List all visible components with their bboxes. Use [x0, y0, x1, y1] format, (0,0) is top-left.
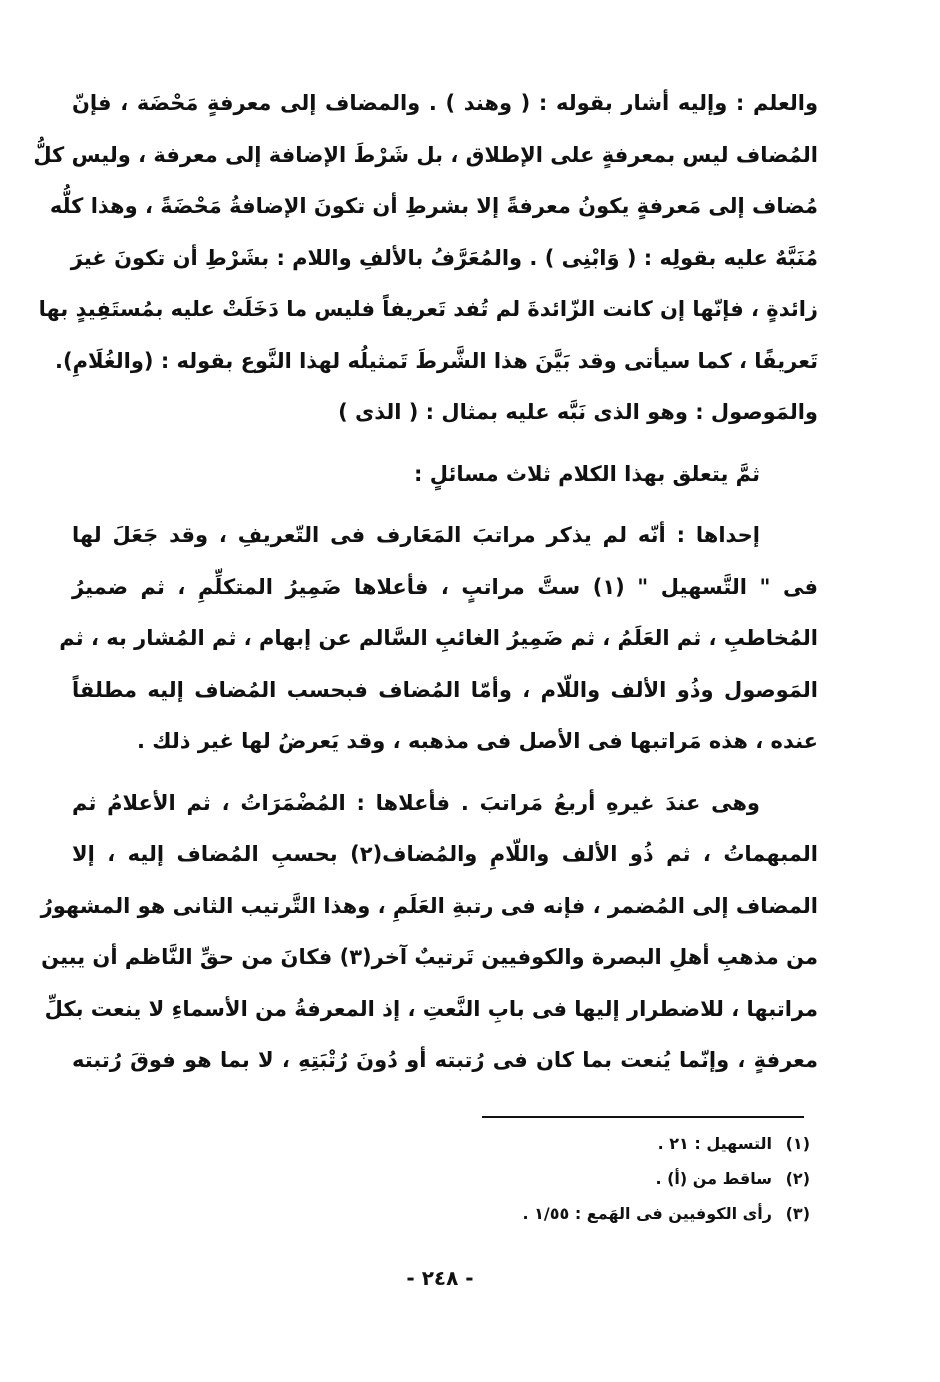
text-line: المُضاف ليس بمعرفةٍ على الإطلاق ، بل شَرْطَ الإضافة إلى معرفة ، وليس كلُّ	[33, 142, 818, 167]
footnote-item	[390, 1126, 810, 1161]
text-line: مراتبها ، للاضطرار إليها فى بابِ النَّعتِ ، إذ المعرفةُ من الأسماءِ لا ينعت بكلِّ	[44, 996, 818, 1021]
page-number: - ٢٤٨ -	[406, 1266, 474, 1290]
text-line: عنده ، هذه مَراتبها فى الأصل فى مذهبه ، وقد يَعرضُ لها غير ذلك .	[137, 729, 818, 753]
text-line: المضاف إلى المُضمر ، فإنه فى رتبةِ العَلَمِ ، وهذا التَّرتيب الثانى هو المشهورُ	[40, 893, 818, 918]
footnote-item	[390, 1161, 810, 1196]
footnote-number: (٢)	[785, 1169, 810, 1188]
text-line: تَعريفًا ، كما سيأتى وقد بَيَّنَ هذا الشَّرطَ تَمثيلُه لهذا النَّوع بقوله : (والغُلَامِ).	[55, 348, 818, 373]
footnote-item	[390, 1196, 810, 1231]
footnotes	[390, 1126, 810, 1231]
text-line: زائدةٍ ، فإنّها إن كانت الزّائدةَ لم تُفد تَعريفاً فليس ما دَخَلَتْ عليه بمُستَفِيدٍ بها	[38, 297, 818, 321]
main-text	[33, 78, 818, 1087]
text-line: مُنَبَّهٌ عليه بقولِه : ( وَابْنِى ) . والمُعَرَّفُ بالألفِ واللام : بشَرْطِ أن تكونَ غيرَ	[70, 245, 818, 270]
text-line: المَوصول وذُو الألف واللّام ، وأمّا المُضاف فبحسب المُضاف إليه مطلقاً	[72, 677, 818, 702]
text-line: معرفةٍ ، وإنّما يُنعت بما كان فى رُتبته أو دُونَ رُتْبَتِهِ ، لا بما هو فوقَ رُتبته	[72, 1048, 818, 1072]
text-line: فى " التَّسهيل " (١) ستَّ مراتبٍ ، فأعلاها ضَمِيرُ المتكلِّمِ ، ثم ضميرُ	[72, 574, 818, 599]
text-line: والمَوصول : وهو الذى نَبَّه عليه بمثال : ( الذى )	[338, 400, 818, 424]
footnote-number: (٣)	[785, 1204, 810, 1223]
text-line: المُخاطبِ ، ثم العَلَمُ ، ثم ضَمِيرُ الغائبِ السَّالم عن إبهام ، ثم المُشار به ، ثم	[59, 626, 818, 650]
footnote-text: رأى الكوفيين فى الهَمع : ١/٥٥ .	[522, 1204, 772, 1223]
footnote-separator	[482, 1116, 804, 1118]
text-line: المبهماتُ ، ثم ذُو الألف واللّامِ والمُضاف(٢) بحسبِ المُضاف إليه ، إلا	[72, 842, 818, 866]
text-line: مُضاف إلى مَعرفةٍ يكونُ معرفةً إلا بشرطِ أن تكونَ الإضافةُ مَحْضَةً ، وهذا كلُّه	[49, 194, 818, 218]
text-line: ثمَّ يتعلق بهذا الكلام ثلاث مسائلٍ :	[414, 461, 760, 486]
footnote-text: التسهيل : ٢١ .	[657, 1134, 772, 1153]
text-line: والعلم : وإليه أشار بقوله : ( وهند ) . والمضاف إلى معرفةٍ مَحْضَة ، فإنّ	[72, 91, 818, 115]
footnote-text: ساقط من (أ) .	[655, 1169, 772, 1188]
text-line: من مذهبِ أهلِ البصرة والكوفيين تَرتيبٌ آخر(٣) فكانَ من حقِّ النَّاظم أن يبين	[41, 945, 818, 969]
text-line: إحداها : أنّه لم يذكر مراتبَ المَعَارف فى التّعريفِ ، وقد جَعَلَ لها	[72, 523, 760, 547]
text-line: وهى عندَ غيرهِ أربعُ مَراتبَ . فأعلاها : المُضْمَرَاتُ ، ثم الأعلامُ ثم	[72, 790, 760, 815]
footnote-number: (١)	[785, 1134, 810, 1153]
